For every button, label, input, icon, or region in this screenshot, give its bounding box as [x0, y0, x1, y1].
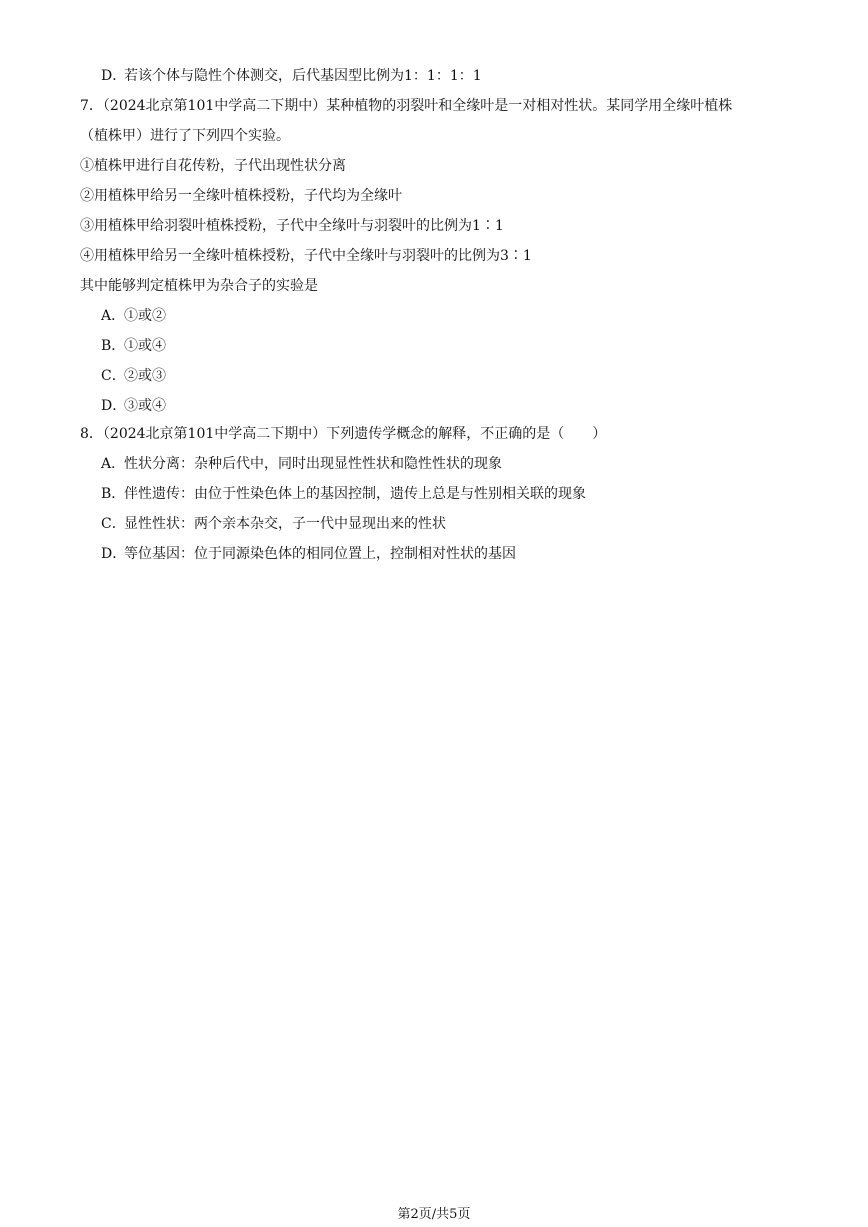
option-text: ①或②	[124, 308, 166, 324]
q8-option-a	[101, 454, 502, 474]
option-key: C．	[101, 516, 126, 532]
option-text: 等位基因：位于同源染色体的相同位置上，控制相对性状的基因	[124, 546, 516, 562]
q7-option-d	[101, 396, 166, 416]
option-text: 若该个体与隐性个体测交，后代基因型比例为1：1：1：1	[124, 68, 482, 84]
option-key: A．	[101, 456, 126, 472]
q8-stem: 8．（2024北京第101中学高二下期中）下列遗传学概念的解释，不正确的是（ ）	[80, 426, 607, 442]
option-key: A．	[101, 308, 126, 324]
option-text: 伴性遗传：由位于性染色体上的基因控制，遗传上总是与性别相关联的现象	[124, 486, 586, 502]
option-key: C．	[101, 368, 126, 384]
q8-option-c	[101, 514, 446, 534]
q6-option-d	[101, 66, 482, 86]
q7-question: 其中能够判定植株甲为杂合子的实验是	[80, 278, 318, 294]
q7-stem-line-2: （植株甲）进行了下列四个实验。	[80, 128, 290, 144]
option-text: 显性性状：两个亲本杂交，子一代中显现出来的性状	[124, 516, 446, 532]
option-text: 性状分离：杂种后代中，同时出现显性性状和隐性性状的现象	[124, 456, 502, 472]
q7-experiment-3: ③用植株甲给羽裂叶植株授粉，子代中全缘叶与羽裂叶的比例为1∶1	[80, 218, 504, 234]
option-text: ①或④	[124, 338, 166, 354]
option-text: ②或③	[124, 368, 166, 384]
option-key: B．	[101, 338, 126, 354]
option-key: D．	[101, 546, 127, 562]
q7-experiment-2: ②用植株甲给另一全缘叶植株授粉，子代均为全缘叶	[80, 188, 402, 204]
option-key: D．	[101, 398, 127, 414]
option-key: B．	[101, 486, 126, 502]
page-number: 第2页/共5页	[397, 1207, 471, 1222]
q7-option-c	[101, 366, 166, 386]
q7-experiment-1: ①植株甲进行自花传粉，子代出现性状分离	[80, 158, 346, 174]
option-text: ③或④	[124, 398, 166, 414]
option-key: D．	[101, 68, 127, 84]
q7-option-a	[101, 306, 166, 326]
q7-option-b	[101, 336, 166, 356]
q7-experiment-4: ④用植株甲给另一全缘叶植株授粉，子代中全缘叶与羽裂叶的比例为3∶1	[80, 248, 532, 264]
q8-option-b	[101, 484, 586, 504]
q7-stem-line-1: 7．（2024北京第101中学高二下期中）某种植物的羽裂叶和全缘叶是一对相对性状。某同学用全缘叶植株	[80, 98, 733, 114]
q8-option-d	[101, 544, 516, 564]
